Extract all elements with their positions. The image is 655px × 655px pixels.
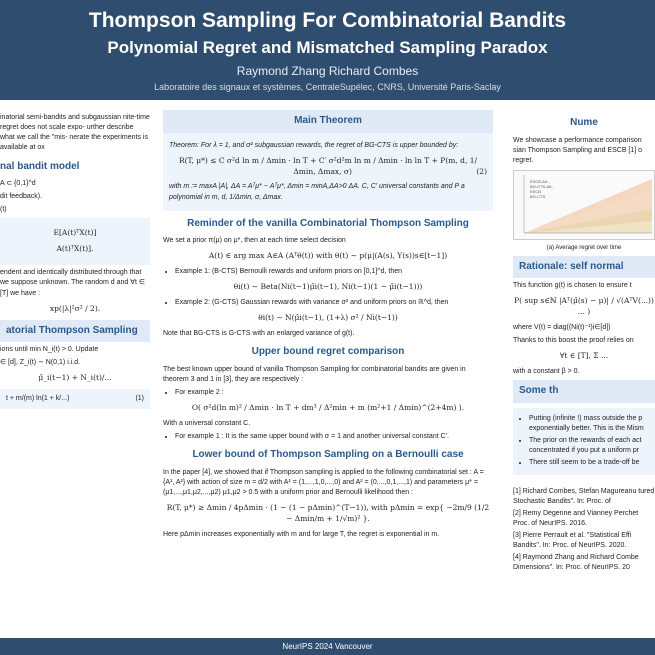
- poster-subtitle: Polynomial Regret and Mismatched Sampling Paradox: [107, 38, 548, 57]
- chart-caption: (a) Average regret over time: [546, 244, 622, 251]
- left-line: ions until min N_i(t) > 0. Update: [0, 346, 99, 354]
- equation: θi(t) ∼ Beta(Ni(t−1)μ̂i(t−1), Ni(t−1)(1 − μ̂i(t−1))): [233, 282, 423, 292]
- left-eq: t + m/(m) ln(1 + k/...): [6, 395, 70, 403]
- section-cts: atorial Thompson Sampling: [0, 320, 150, 343]
- theorem-equation: R(T, μ*) ≤ C σ²d ln m / Δmin · ln T + C′ σ²d²m ln m / Δmin · ln ln T + P(m, d, 1/Δmin, Δmax, σ) (2): [178, 155, 487, 176]
- list-item: • Example 2: (G-CTS) Gaussian rewards with variance σ² and uniform priors on ℝ^d, then: [175, 298, 493, 308]
- eq-number: (1): [135, 395, 144, 403]
- left-line: dit feedback).: [0, 193, 43, 201]
- algorithm-eq-box: [0, 389, 150, 409]
- left-line: ∈ [d], Z_i(t) ∼ N(0,1) i.i.d.: [0, 359, 81, 367]
- section-rationale: Rationale: self normal: [513, 256, 655, 279]
- main-theorem-header: Main Theorem: [163, 110, 493, 133]
- list-item: • Putting (infinite !) mass outside the p exponentially better. This is the Mism: [529, 414, 651, 434]
- list-item: • Example 1: (B-CTS) Bernoulli rewards and uniform priors on [0,1]^d, then: [175, 267, 493, 277]
- section-vanilla-cts: Reminder of the vanilla Combinatorial Thompson Sampling: [187, 217, 469, 229]
- list-item: • For example 1 : It is the same upper bound with σ = 1 and another universal constant C′.: [175, 432, 493, 442]
- equation: P( sup s∈ℕ |Aᵀ(μ̂(s) − μ)| / √(AᵀV(...)) ... ): [514, 296, 654, 317]
- left-line: endent and identically distributed through that we suppose unknown. The random d and ∀t ∈ [T] we have :: [0, 269, 146, 297]
- list-item: • There still seem to be a trade-off be: [529, 458, 651, 468]
- theorem-intro: Theorem: For λ = 1, and σ² subgaussian rewards, the regret of BG-CTS is upper bounded by:: [169, 141, 459, 149]
- poster-title: Thompson Sampling For Combinatorial Bandits: [88, 9, 567, 32]
- left-eq: xp(|λ|²σ² / 2).: [49, 303, 101, 313]
- eq-number: (2): [476, 166, 487, 176]
- section-bandit-model: nal bandit model: [0, 160, 80, 172]
- left-line: A ⊂ {0,1}^d: [0, 180, 36, 188]
- bound-list: [163, 388, 493, 398]
- main-theorem-box: [163, 133, 493, 211]
- affiliation: Laboratoire des signaux et systèmes, CentraleSupélec, CNRS, Université Paris-Saclay: [154, 82, 501, 92]
- paragraph: Thanks to this boost the proof relies on: [513, 337, 634, 345]
- section-upper-bound: Upper bound regret comparison: [251, 346, 405, 358]
- left-eq: A(t)ᵀX(t)].: [56, 244, 94, 254]
- legend-entry: ESCB-Alt...: [530, 178, 551, 184]
- regret-chart-svg: [514, 171, 654, 239]
- reference: [3] Pierre Perrault et al. "Statistical Effi Bandits". In: Proc. of NeurIPS. 2020.: [513, 532, 632, 550]
- poster-footer: NeurIPS 2024 Vancouver: [0, 638, 655, 655]
- reference: [4] Raymond Zhang and Richard Combe Dimensions". In: Proc. of NeurIPS. 20: [513, 554, 639, 572]
- legend-entry: ESCB: [530, 188, 541, 194]
- references: [513, 487, 655, 574]
- regret-chart: [513, 170, 655, 240]
- legend-entry: BG-CTS: [530, 193, 546, 199]
- equation: θi(t) ∼ N(μ̂i(t−1), (1+λ) σ² / Ni(t−1)): [258, 313, 398, 323]
- right-column: [513, 110, 655, 576]
- poster-header: [0, 0, 655, 100]
- paragraph: with a constant β > 0.: [513, 368, 580, 376]
- equation: O( σ²d(ln m)² / Δmin · ln T + dm³ / Δ²min + m (m²+1 / Δmin)^(2+4m) ).: [191, 403, 465, 413]
- bound-list: [163, 432, 493, 442]
- paragraph: With a universal constant C.: [163, 420, 251, 428]
- list-item: • The prior on the rewards of each act concentrated if you put a uniform pr: [529, 436, 651, 456]
- left-line: (t): [0, 206, 7, 214]
- paragraph: Here pΔmin increases exponentially with m and for large T, the regret is exponential in m.: [163, 531, 440, 539]
- intro-text: inatorial semi-bandits and subgaussian nite-time regret does not scale expo- urther describe what we call the "mis- nerate the experiments is available at ox: [0, 114, 150, 152]
- thoughts-box: [513, 408, 655, 475]
- legend-entry: BG-CTS-Alt...: [530, 183, 555, 189]
- paragraph: In the paper [4], we showed that if Thompson sampling is applied to the following combinatorial set : A = {A¹, A²} with action of size m = d/2 with A¹ = (1,...,1,0,...,0) and A² = (0,...,0,1,...,1) and parameters μ* = (μ1,...,μ1,μ2,...,μ2) μ1,μ2 > 0.5 with a uniform prior and Bernoulli likelihood then :: [163, 468, 484, 497]
- theorem-where: with m := maxA |A|, ΔA = Aᵀμ* − Aᵀμ*, Δmin = minA,ΔA>0 ΔA. C, C′ universal constants and P a polynomial in m, d, 1/Δmin, σ, Δmax.: [169, 183, 465, 201]
- examples-list: [163, 298, 493, 308]
- list-item: • For example 2 :: [175, 388, 493, 398]
- reference: [1] Richard Combes, Stefan Magureanu tured Stochastic Bandits". In: Proc. of: [513, 487, 655, 505]
- middle-column: [163, 110, 493, 543]
- left-eq: E[A(t)ᵀX(t)]: [53, 228, 97, 238]
- authors: Raymond Zhang Richard Combes: [236, 64, 419, 78]
- thoughts-list: [517, 414, 651, 469]
- left-column: [0, 110, 150, 409]
- examples-list: [163, 267, 493, 277]
- paragraph: We showcase a performance comparison sian Thompson Sampling and ESCB [1] o regret.: [513, 136, 643, 164]
- paragraph: This function g(t) is chosen to ensure t: [513, 282, 632, 290]
- paragraph: Note that BG-CTS is G-CTS with an enlarged variance of g(t).: [163, 330, 355, 338]
- paragraph: The best known upper bound of vanilla Thompson Sampling for combinatorial bandits are given in theorem 3 and 1 in [3], they are respectively :: [163, 365, 466, 383]
- paragraph: where V(t) = diag((Ni(t)⁻¹)i∈[d]): [513, 324, 611, 331]
- left-eq: μ̂_i(t−1) + N_i(t)/...: [38, 373, 112, 383]
- equation: ∀t ∈ [T], Σ ...: [559, 351, 609, 361]
- reference: [2] Remy Degenne and Vianney Perchet Proc. of NeurIPS. 2016.: [513, 509, 639, 527]
- paragraph: We set a prior π(μ) on μ*, then at each time select decision: [163, 237, 346, 245]
- regret-definition-box: [0, 218, 150, 265]
- equation: R(T, μ*) ≥ Δmin / 4pΔmin · (1 − (1 − pΔmin)^(T−1)), with pΔmin = exp{ −2m/9 (1/2 − Δmin/m + 1/√m)² }.: [166, 503, 490, 524]
- section-lower-bound: Lower bound of Thompson Sampling on a Bernoulli case: [192, 449, 464, 461]
- section-numerical: Nume: [570, 117, 598, 128]
- section-thoughts: Some th: [513, 380, 655, 403]
- equation: A(t) ∈ arg max A∈A (Aᵀθ(t)) with θ(t) ∼ p(μ|(A(s), Y(s))s∈[t−1]): [208, 251, 448, 261]
